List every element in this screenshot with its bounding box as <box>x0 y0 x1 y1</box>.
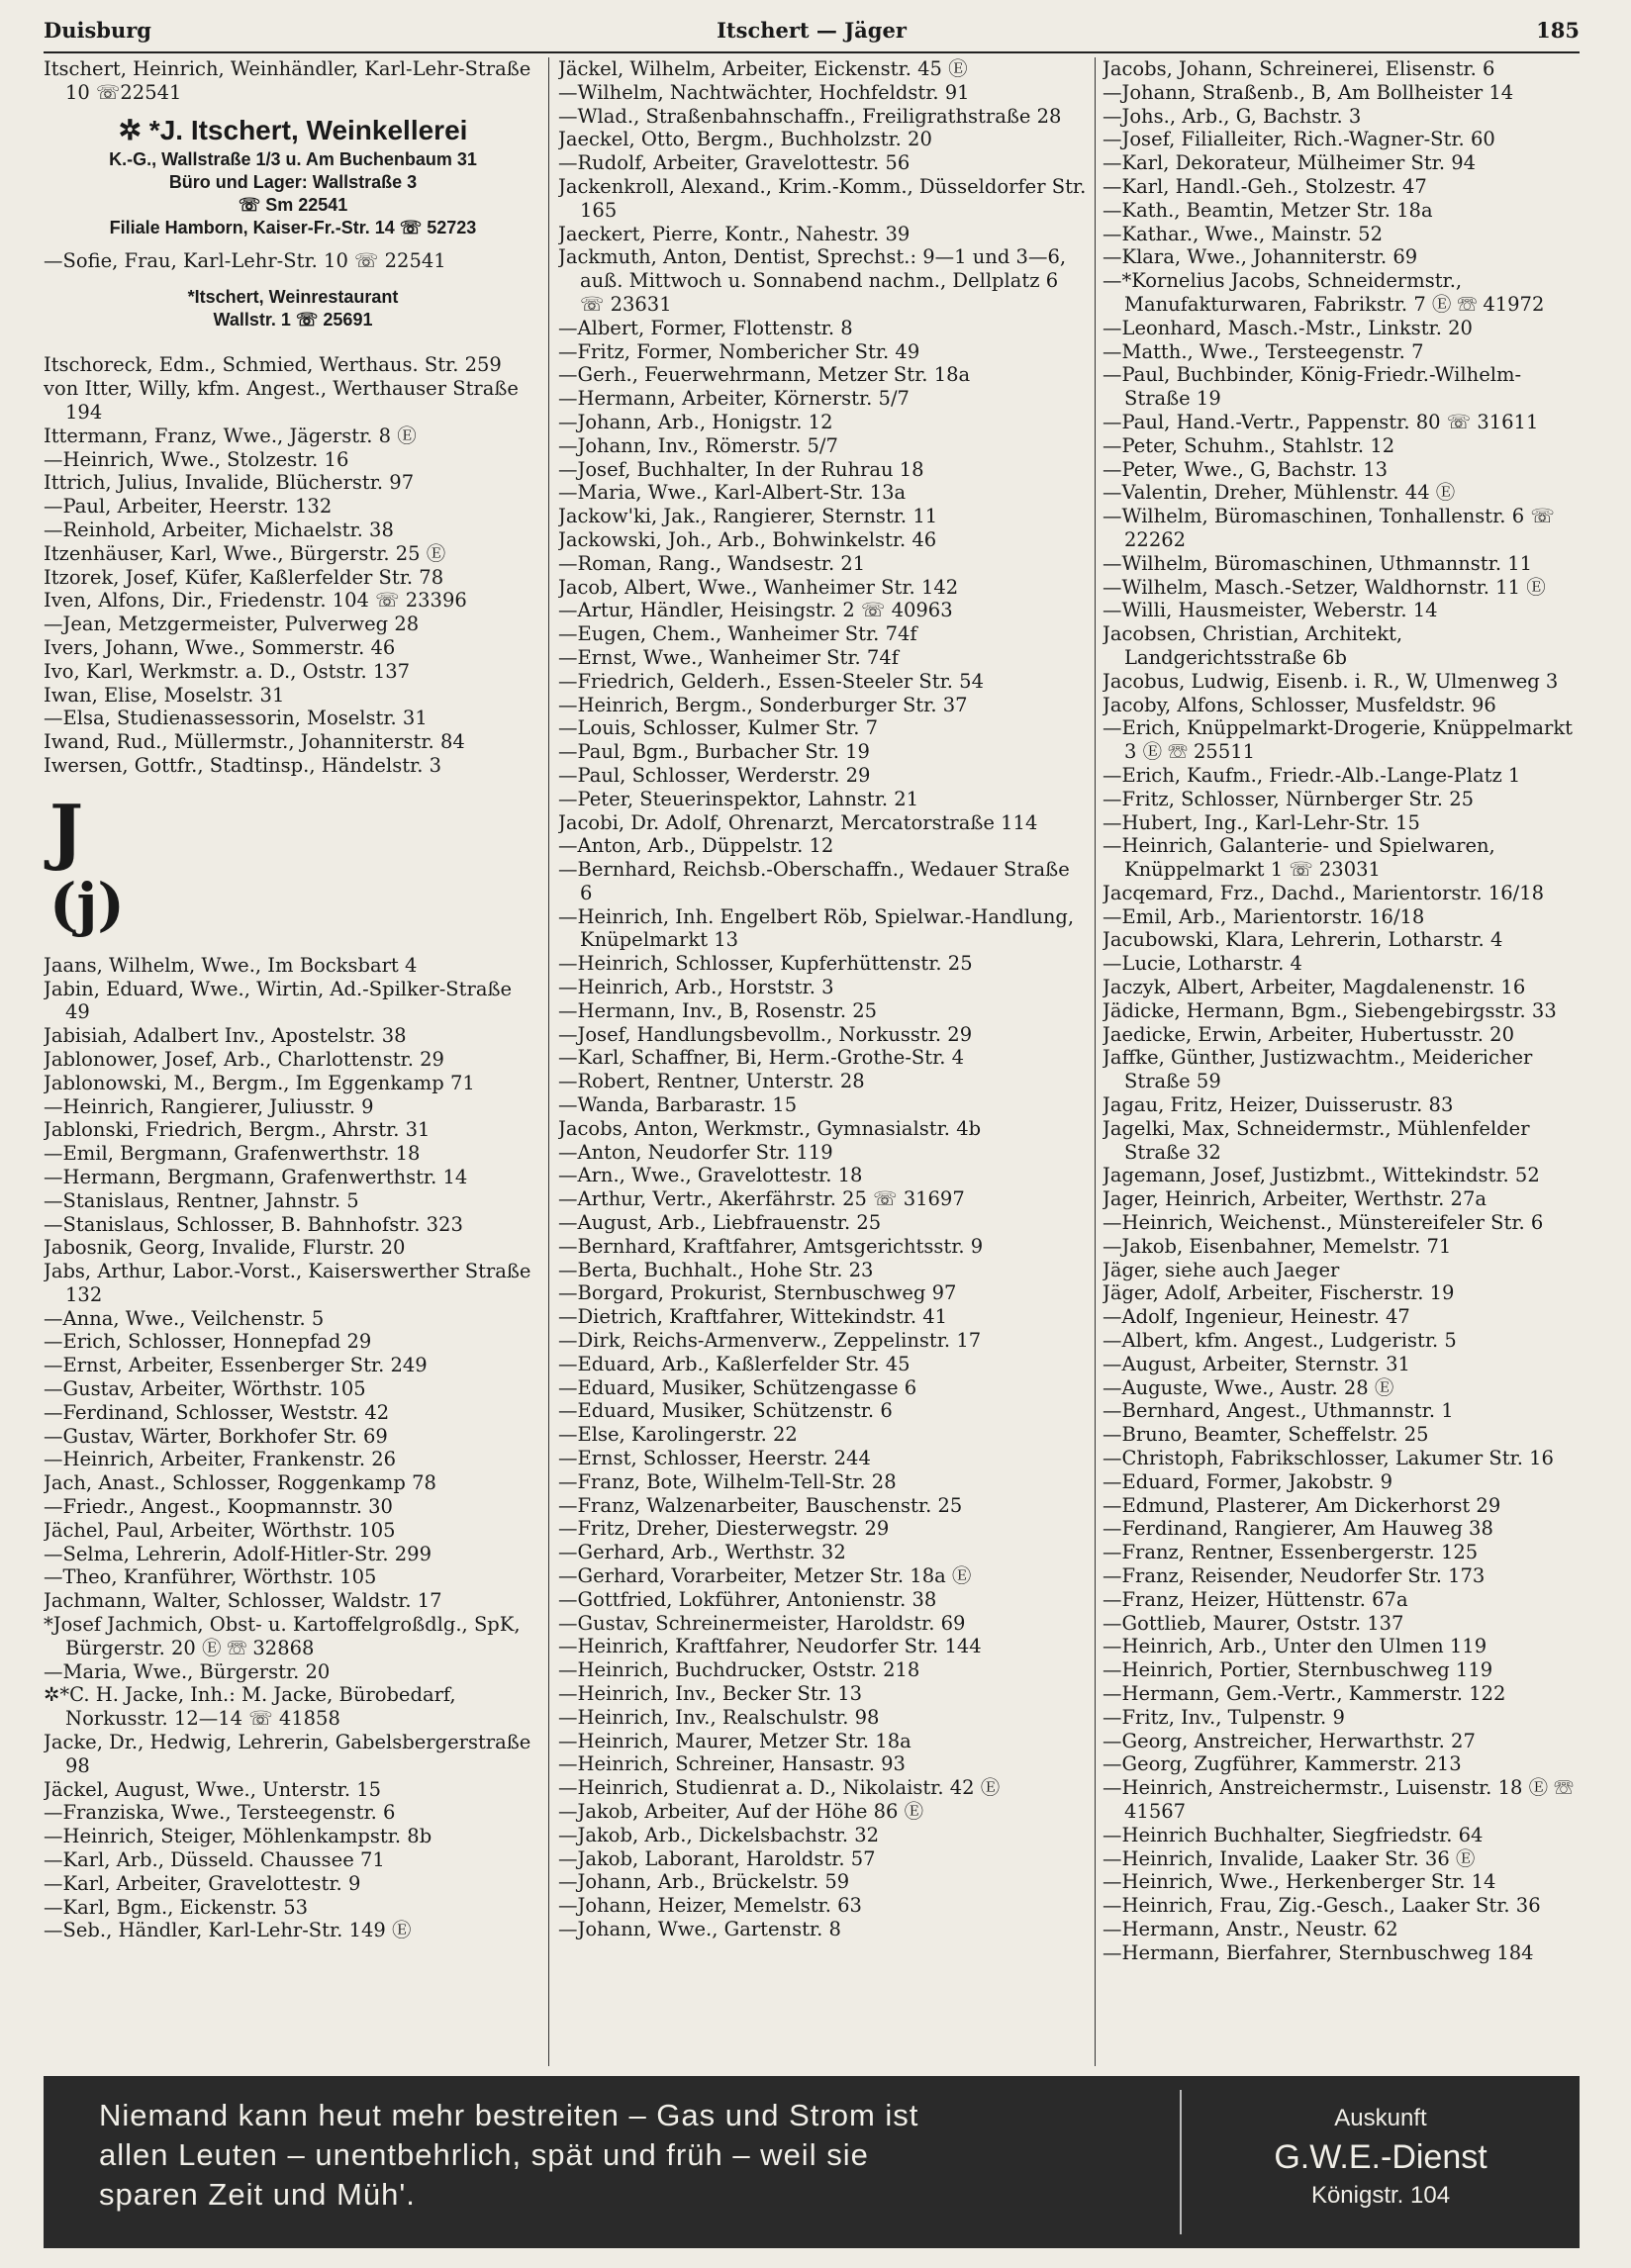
directory-entry: —Bernhard, Angest., Uthmannstr. 1 <box>1103 1399 1454 1423</box>
directory-entry: —Heinrich, Bergm., Sonderburger Str. 37 <box>558 693 968 716</box>
directory-entry: —Jakob, Arb., Dickelsbachstr. 32 <box>558 1823 880 1846</box>
directory-entry: —Erich, Schlosser, Honnepfad 29 <box>44 1330 372 1354</box>
directory-entry: —Heinrich, Galanterie- und Spielwaren, Knüppelmarkt 1 ☏ 23031 <box>1103 834 1495 882</box>
directory-entry: —Johs., Arb., G, Bachstr. 3 <box>1103 104 1362 128</box>
directory-entry: Jacob, Albert, Wwe., Wanheimer Str. 142 <box>558 575 959 599</box>
ad-title: ✲ *J. Itschert, Weinkellerei <box>118 114 468 145</box>
advertisement-banner <box>44 2076 1580 2248</box>
directory-entry: —Paul, Buchbinder, König-Friedr.-Wilhelm-Straße 19 <box>1103 363 1522 411</box>
directory-entry: —Karl, Dekorateur, Mülheimer Str. 94 <box>1103 151 1477 175</box>
header-city: Duisburg <box>44 18 151 43</box>
directory-entry: —Ernst, Schlosser, Heerstr. 244 <box>558 1447 871 1470</box>
directory-entry: —Jakob, Arbeiter, Auf der Höhe 86 Ⓔ <box>558 1799 924 1823</box>
directory-entry: Jacobs, Johann, Schreinerei, Elisenstr. 6 <box>1103 57 1495 80</box>
directory-entry: Jackowski, Joh., Arb., Bohwinkelstr. 46 <box>558 527 937 551</box>
directory-entry: —Bernhard, Reichsb.-Oberschaffn., Wedauer Straße 6 <box>558 858 1070 904</box>
banner-slogan <box>99 2096 1148 2215</box>
directory-entry: —Johann, Wwe., Gartenstr. 8 <box>558 1917 841 1940</box>
directory-entry: —Kath., Beamtin, Metzer Str. 18a <box>1103 198 1433 222</box>
directory-entry: —Bruno, Beamter, Scheffelstr. 25 <box>1103 1423 1429 1447</box>
directory-entry: —Johann, Inv., Römerstr. 5/7 <box>558 433 838 457</box>
directory-entry: —Louis, Schlosser, Kulmer Str. 7 <box>558 716 878 740</box>
directory-entry: —Eduard, Musiker, Schützengasse 6 <box>558 1375 917 1399</box>
directory-entry: —Franziska, Wwe., Tersteegenstr. 6 <box>44 1801 396 1825</box>
directory-entry: —Kathar., Wwe., Mainstr. 52 <box>1103 222 1383 245</box>
directory-entry: —Lucie, Lotharstr. 4 <box>1103 952 1302 976</box>
directory-entry: Jaeckert, Pierre, Kontr., Nahestr. 39 <box>558 222 911 245</box>
directory-entry: Jäckel, Wilhelm, Arbeiter, Eickenstr. 45 Ⓔ <box>558 57 968 80</box>
directory-entry: —Ferdinand, Schlosser, Weststr. 42 <box>44 1400 390 1424</box>
directory-entry: —Heinrich, Arb., Horststr. 3 <box>558 976 834 999</box>
directory-entry: —Ernst, Wwe., Wanheimer Str. 74f <box>558 645 899 669</box>
directory-entry: Jabin, Eduard, Wwe., Wirtin, Ad.-Spilker-Straße 49 <box>44 977 513 1024</box>
directory-entry: —Heinrich, Inv., Becker Str. 13 <box>558 1681 863 1705</box>
directory-entry: —Arn., Wwe., Gravelottestr. 18 <box>558 1164 863 1187</box>
directory-entry: —Hermann, Bierfahrer, Sternbuschweg 184 <box>1103 1940 1534 1964</box>
directory-columns <box>44 57 1580 2066</box>
directory-entry: —Anna, Wwe., Veilchenstr. 5 <box>44 1306 325 1330</box>
directory-entry: —Erich, Kaufm., Friedr.-Alb.-Lange-Platz 1 <box>1103 763 1521 787</box>
directory-entry: —Heinrich, Steiger, Möhlenkampstr. 8b <box>44 1825 432 1848</box>
directory-entry: —Karl, Handl.-Geh., Stolzestr. 47 <box>1103 174 1427 198</box>
directory-entry: —Gottlieb, Maurer, Oststr. 137 <box>1103 1611 1404 1635</box>
directory-entry: Jackow'ki, Jak., Rangierer, Sternstr. 11 <box>558 505 938 528</box>
directory-entry: —Erich, Knüppelmarkt-Drogerie, Knüppelmarkt 3 Ⓔ ☏ 25511 <box>1103 716 1574 764</box>
directory-entry: —Hubert, Ing., Karl-Lehr-Str. 15 <box>1103 810 1420 834</box>
directory-entry: —Eduard, Arb., Kaßlerfelder Str. 45 <box>558 1352 911 1375</box>
directory-entry: —Hermann, Inv., B, Rosenstr. 25 <box>558 998 878 1022</box>
directory-entry: Iwan, Elise, Moselstr. 31 <box>44 683 285 707</box>
directory-entry: —Peter, Schuhm., Stahlstr. 12 <box>1103 433 1395 457</box>
directory-entry: —Georg, Zugführer, Kammerstr. 213 <box>1103 1752 1462 1776</box>
ad-line: *Itschert, Weinrestaurant <box>187 287 399 308</box>
directory-entry: —Johann, Straßenb., B, Am Bollheister 14 <box>1103 80 1514 104</box>
directory-entry: —Dietrich, Kraftfahrer, Wittekindstr. 41 <box>558 1305 948 1329</box>
directory-entry: —Heinrich, Inh. Engelbert Röb, Spielwar.-Handlung, Knüpelmarkt 13 <box>558 904 1075 952</box>
directory-entry: —Anton, Arb., Düppelstr. 12 <box>558 834 834 858</box>
directory-entry: Itschert, Heinrich, Weinhändler, Karl-Lehr-Straße 10 ☏22541 <box>44 57 531 104</box>
directory-entry: Ivers, Johann, Wwe., Sommerstr. 46 <box>44 635 396 659</box>
directory-entry: —Ferdinand, Rangierer, Am Hauweg 38 <box>1103 1517 1493 1541</box>
directory-entry: —Matth., Wwe., Tersteegenstr. 7 <box>1103 339 1424 363</box>
directory-entry: Jacobsen, Christian, Architekt, Landgerichtsstraße 6b <box>1103 622 1403 669</box>
restaurant-advertisement <box>44 286 542 331</box>
directory-entry: Jacobi, Dr. Adolf, Ohrenarzt, Mercatorstraße 114 <box>558 810 1038 834</box>
directory-entry: Jachmann, Walter, Schlosser, Waldstr. 17 <box>44 1589 442 1613</box>
directory-entry: —Heinrich, Schreiner, Hansastr. 93 <box>558 1752 906 1776</box>
directory-entry: —Adolf, Ingenieur, Heinestr. 47 <box>1103 1305 1410 1329</box>
directory-entry: —Fritz, Former, Nombericher Str. 49 <box>558 339 920 363</box>
ad-line: ☏ Sm 22541 <box>238 194 348 215</box>
directory-entry: —Seb., Händler, Karl-Lehr-Str. 149 Ⓔ <box>44 1919 412 1942</box>
directory-entry: Jackmuth, Anton, Dentist, Sprechst.: 9—1 und 3—6, auß. Mittwoch u. Sonnabend nachm., Dellplatz 6 ☏ 23631 <box>558 245 1067 316</box>
directory-entry: —Gustav, Wärter, Borkhofer Str. 69 <box>44 1424 388 1448</box>
directory-entry: —Josef, Buchhalter, In der Ruhrau 18 <box>558 457 924 481</box>
directory-entry: —Franz, Walzenarbeiter, Bauschenstr. 25 <box>558 1493 963 1517</box>
directory-entry: —Georg, Anstreicher, Herwarthstr. 27 <box>1103 1729 1476 1752</box>
directory-entry: —Stanislaus, Schlosser, B. Bahnhofstr. 323 <box>44 1212 463 1236</box>
directory-entry: Jaczyk, Albert, Arbeiter, Magdalenenstr. 16 <box>1103 976 1526 999</box>
directory-entry: —Albert, kfm. Angest., Ludgeristr. 5 <box>1103 1329 1457 1353</box>
directory-entry: —Sofie, Frau, Karl-Lehr-Str. 10 ☏ 22541 <box>44 248 446 272</box>
directory-entry: Itschoreck, Edm., Schmied, Werthaus. Str. 259 <box>44 353 502 377</box>
section-letter-alt: (j) <box>49 870 125 938</box>
directory-entry: —Leonhard, Masch.-Mstr., Linkstr. 20 <box>1103 316 1473 339</box>
directory-entry: —Heinrich, Buchdrucker, Oststr. 218 <box>558 1658 920 1682</box>
directory-entry: —Reinhold, Arbeiter, Michaelstr. 38 <box>44 518 394 541</box>
itschert-advertisement <box>44 113 542 239</box>
info-name: G.W.E.-Dienst <box>1274 2138 1487 2176</box>
directory-entry: —Karl, Bgm., Eickenstr. 53 <box>44 1895 309 1919</box>
directory-entry: —Eduard, Former, Jakobstr. 9 <box>1103 1469 1393 1493</box>
directory-entry: Iven, Alfons, Dir., Friedenstr. 104 ☏ 23396 <box>44 589 467 613</box>
directory-entry: Jagemann, Josef, Justizbmt., Wittekindstr. 52 <box>1103 1164 1540 1187</box>
directory-entry: Jächel, Paul, Arbeiter, Wörthstr. 105 <box>44 1518 396 1542</box>
directory-entry: —Rudolf, Arbeiter, Gravelottestr. 56 <box>558 151 911 175</box>
directory-entry: —Stanislaus, Rentner, Jahnstr. 5 <box>44 1188 359 1212</box>
slogan-line: Niemand kann heut mehr bestreiten – Gas und Strom ist <box>99 2098 919 2132</box>
directory-entry: —Gottfried, Lokführer, Antonienstr. 38 <box>558 1587 937 1611</box>
directory-entry: —Franz, Reisender, Neudorfer Str. 173 <box>1103 1564 1486 1587</box>
directory-entry: —Josef, Filialleiter, Rich.-Wagner-Str. 60 <box>1103 128 1495 151</box>
directory-entry: Iwersen, Gottfr., Stadtinsp., Händelstr. 3 <box>44 753 442 777</box>
directory-entry: Jacoby, Alfons, Schlosser, Musfeldstr. 96 <box>1103 693 1496 716</box>
directory-entry: Jabisiah, Adalbert Inv., Apostelstr. 38 <box>44 1024 407 1048</box>
directory-entry: —Paul, Arbeiter, Heerstr. 132 <box>44 495 333 519</box>
directory-entry: Itzenhäuser, Karl, Wwe., Bürgerstr. 25 Ⓔ <box>44 541 446 565</box>
directory-entry: —Friedrich, Gelderh., Essen-Steeler Str. 54 <box>558 669 984 693</box>
directory-entry: Jacubowski, Klara, Lehrerin, Lotharstr. 4 <box>1103 928 1503 952</box>
directory-entry: —Wlad., Straßenbahnschaffn., Freiligrathstraße 28 <box>558 104 1062 128</box>
directory-entry: —Paul, Schlosser, Werderstr. 29 <box>558 763 871 787</box>
directory-entry: —August, Arbeiter, Sternstr. 31 <box>1103 1352 1410 1375</box>
directory-entry: —Wilhelm, Nachtwächter, Hochfeldstr. 91 <box>558 80 970 104</box>
directory-entry: —Jean, Metzgermeister, Pulverweg 28 <box>44 613 420 636</box>
directory-entry: —Maria, Wwe., Karl-Albert-Str. 13a <box>558 481 907 505</box>
directory-entry: —Heinrich, Inv., Realschulstr. 98 <box>558 1705 880 1729</box>
directory-entry: —Peter, Steuerinspektor, Lahnstr. 21 <box>558 787 919 810</box>
directory-entry: Jaedicke, Erwin, Arbeiter, Hubertusstr. 20 <box>1103 1022 1514 1046</box>
directory-entry: —Paul, Hand.-Vertr., Pappenstr. 80 ☏ 31611 <box>1103 410 1539 433</box>
directory-entry: —Edmund, Plasterer, Am Dickerhorst 29 <box>1103 1493 1501 1517</box>
directory-entry: —Hermann, Bergmann, Grafenwerthstr. 14 <box>44 1165 468 1188</box>
page-header <box>44 18 1580 53</box>
directory-entry: Ittermann, Franz, Wwe., Jägerstr. 8 Ⓔ <box>44 424 417 447</box>
directory-entry: Jaeckel, Otto, Bergm., Buchholzstr. 20 <box>558 128 932 151</box>
directory-entry: —Else, Karolingerstr. 22 <box>558 1423 798 1447</box>
directory-entry: —August, Arb., Liebfrauenstr. 25 <box>558 1211 882 1235</box>
directory-entry: —Klara, Wwe., Johanniterstr. 69 <box>1103 245 1418 269</box>
directory-entry: Jacke, Dr., Hedwig, Lehrerin, Gabelsbergerstraße 98 <box>44 1731 531 1777</box>
directory-entry: —Heinrich, Invalide, Laaker Str. 36 Ⓔ <box>1103 1846 1476 1870</box>
info-address: Königstr. 104 <box>1310 2182 1451 2209</box>
directory-entry: —Heinrich, Schlosser, Kupferhüttenstr. 25 <box>558 952 973 976</box>
directory-entry: —Hermann, Anstr., Neustr. 62 <box>1103 1917 1398 1940</box>
directory-entry: von Itter, Willy, kfm. Angest., Werthauser Straße 194 <box>44 377 519 424</box>
directory-entry: —Franz, Bote, Wilhelm-Tell-Str. 28 <box>558 1469 897 1493</box>
directory-entry: —Karl, Arbeiter, Gravelottestr. 9 <box>44 1871 361 1895</box>
directory-entry: Jäger, Adolf, Arbeiter, Fischerstr. 19 <box>1103 1281 1455 1305</box>
directory-entry: —Ernst, Arbeiter, Essenberger Str. 249 <box>44 1354 428 1377</box>
directory-entry: —Maria, Wwe., Bürgerstr. 20 <box>44 1659 331 1683</box>
info-label: Auskunft <box>1334 2105 1427 2131</box>
directory-entry: —Heinrich, Weichenst., Münstereifeler Str. 6 <box>1103 1211 1544 1235</box>
ad-line: Büro und Lager: Wallstraße 3 <box>168 171 418 192</box>
directory-entry: —Heinrich Buchhalter, Siegfriedstr. 64 <box>1103 1823 1484 1846</box>
directory-entry: —Theo, Kranführer, Wörthstr. 105 <box>44 1565 377 1589</box>
directory-entry: —Heinrich, Kraftfahrer, Neudorfer Str. 144 <box>558 1635 982 1658</box>
directory-entry: —Heinrich, Rangierer, Juliusstr. 9 <box>44 1094 374 1118</box>
directory-entry: Jacobs, Anton, Werkmstr., Gymnasialstr. 4b <box>558 1116 982 1140</box>
directory-entry: —Berta, Buchhalt., Hohe Str. 23 <box>558 1258 874 1281</box>
column-3 <box>1103 57 1580 2066</box>
ad-line: Filiale Hamborn, Kaiser-Fr.-Str. 14 ☏ 52723 <box>109 217 477 237</box>
slogan-line: allen Leuten – unentbehrlich, spät und früh – weil sie <box>99 2137 869 2172</box>
directory-entry: —Christoph, Fabrikschlosser, Lakumer Str. 16 <box>1103 1447 1554 1470</box>
directory-entry: —Fritz, Dreher, Diesterwegstr. 29 <box>558 1517 890 1541</box>
directory-entry: —Gerh., Feuerwehrmann, Metzer Str. 18a <box>558 363 971 387</box>
slogan-line: sparen Zeit und Müh'. <box>99 2177 416 2212</box>
directory-entry: —Hermann, Gem.-Vertr., Kammerstr. 122 <box>1103 1681 1506 1705</box>
directory-entry: —Johann, Arb., Brückelstr. 59 <box>558 1870 850 1894</box>
directory-entry: —Arthur, Vertr., Akerfährstr. 25 ☏ 31697 <box>558 1187 965 1211</box>
directory-entry: —Gustav, Schreinermeister, Haroldstr. 69 <box>558 1611 966 1635</box>
directory-entry: —Friedr., Angest., Koopmannstr. 30 <box>44 1495 393 1519</box>
directory-entry: —Eduard, Musiker, Schützenstr. 6 <box>558 1399 893 1423</box>
section-letter: J <box>49 788 84 873</box>
directory-entry: —Fritz, Schlosser, Nürnberger Str. 25 <box>1103 787 1475 810</box>
directory-entry: Jaffke, Günther, Justizwachtm., Meidericher Straße 59 <box>1103 1046 1533 1093</box>
directory-entry: —Franz, Heizer, Hüttenstr. 67a <box>1103 1587 1408 1611</box>
directory-entry: Jablonowski, M., Bergm., Im Eggenkamp 71 <box>44 1071 475 1094</box>
directory-entry: Jacqemard, Frz., Dachd., Marientorstr. 16/18 <box>1103 881 1545 904</box>
directory-entry: —Wilhelm, Masch.-Setzer, Waldhornstr. 11 Ⓔ <box>1103 575 1546 599</box>
directory-entry: —Gustav, Arbeiter, Wörthstr. 105 <box>44 1377 366 1401</box>
directory-entry: —Auguste, Wwe., Austr. 28 Ⓔ <box>1103 1375 1394 1399</box>
page-number: 185 <box>1536 18 1580 43</box>
directory-entry: Jacobus, Ludwig, Eisenb. i. R., W, Ulmenweg 3 <box>1103 669 1559 693</box>
directory-entry: Jabosnik, Georg, Invalide, Flurstr. 20 <box>44 1236 406 1260</box>
directory-entry: —Gerhard, Arb., Werthstr. 32 <box>558 1541 846 1564</box>
directory-entry: —Robert, Rentner, Unterstr. 28 <box>558 1070 865 1093</box>
directory-entry: —Valentin, Dreher, Mühlenstr. 44 Ⓔ <box>1103 481 1456 505</box>
directory-entry: —Heinrich, Maurer, Metzer Str. 18a <box>558 1729 911 1752</box>
directory-entry: —Heinrich, Arbeiter, Frankenstr. 26 <box>44 1448 397 1471</box>
directory-entry: —Gerhard, Vorarbeiter, Metzer Str. 18a Ⓔ <box>558 1564 972 1587</box>
directory-entry: —Emil, Bergmann, Grafenwerthstr. 18 <box>44 1142 421 1166</box>
directory-entry: —Anton, Neudorfer Str. 119 <box>558 1140 833 1164</box>
directory-entry: *Josef Jachmich, Obst- u. Kartoffelgroßdlg., SpK, Bürgerstr. 20 Ⓔ ☏ 32868 <box>44 1613 521 1659</box>
directory-entry: Jagau, Fritz, Heizer, Duisserustr. 83 <box>1103 1093 1454 1117</box>
directory-entry: Jackenkroll, Alexand., Krim.-Komm., Düsseldorfer Str. 165 <box>558 174 1087 222</box>
directory-entry: —Fritz, Inv., Tulpenstr. 9 <box>1103 1705 1345 1729</box>
column-2 <box>558 57 1087 2066</box>
directory-entry: —Elsa, Studienassessorin, Moselstr. 31 <box>44 707 428 730</box>
directory-entry: —Heinrich, Portier, Sternbuschweg 119 <box>1103 1658 1493 1682</box>
directory-entry: Jäckel, August, Wwe., Unterstr. 15 <box>44 1777 382 1801</box>
directory-entry: —*Kornelius Jacobs, Schneidermstr., Manufakturwaren, Fabrikstr. 7 Ⓔ ☏ 41972 <box>1103 269 1545 316</box>
ad-line: K.-G., Wallstraße 1/3 u. Am Buchenbaum 31 <box>109 148 477 169</box>
directory-entry: Jaans, Wilhelm, Wwe., Im Bocksbart 4 <box>44 953 418 977</box>
directory-entry: —Franz, Rentner, Essenbergerstr. 125 <box>1103 1541 1479 1564</box>
directory-entry: —Peter, Wwe., G, Bachstr. 13 <box>1103 457 1389 481</box>
ad-line: Wallstr. 1 ☏ 25691 <box>213 310 373 331</box>
directory-entry: —Karl, Arb., Düsseld. Chaussee 71 <box>44 1848 385 1872</box>
directory-entry: Jach, Anast., Schlosser, Roggenkamp 78 <box>44 1471 436 1495</box>
directory-entry: ✲*C. H. Jacke, Inh.: M. Jacke, Bürobedarf, Norkusstr. 12—14 ☏ 41858 <box>44 1683 456 1731</box>
header-range: Itschert — Jäger <box>717 18 907 43</box>
directory-entry: Jädicke, Hermann, Bgm., Siebengebirgsstr. 33 <box>1103 998 1557 1022</box>
banner-info <box>1182 2102 1580 2213</box>
directory-entry: —Eugen, Chem., Wanheimer Str. 74f <box>558 622 917 646</box>
directory-entry: —Jakob, Eisenbahner, Memelstr. 71 <box>1103 1234 1452 1258</box>
directory-entry: —Heinrich, Wwe., Herkenberger Str. 14 <box>1103 1870 1496 1894</box>
directory-entry: —Johann, Heizer, Memelstr. 63 <box>558 1894 862 1918</box>
directory-entry: —Heinrich, Studienrat a. D., Nikolaistr. 42 Ⓔ <box>558 1776 1001 1800</box>
directory-entry: —Wanda, Barbarastr. 15 <box>558 1093 798 1117</box>
directory-entry: —Artur, Händler, Heisingstr. 2 ☏ 40963 <box>558 599 953 622</box>
directory-entry: Jäger, siehe auch Jaeger <box>1103 1258 1340 1281</box>
directory-entry: —Albert, Former, Flottenstr. 8 <box>558 316 853 339</box>
directory-entry: Itzorek, Josef, Küfer, Kaßlerfelder Str. 78 <box>44 565 444 589</box>
directory-entry: —Willi, Hausmeister, Weberstr. 14 <box>1103 599 1438 622</box>
directory-entry: Jablonski, Friedrich, Bergm., Ahrstr. 31 <box>44 1118 431 1142</box>
directory-entry: Ittrich, Julius, Invalide, Blücherstr. 97 <box>44 471 415 495</box>
directory-entry: —Roman, Rang., Wandsestr. 21 <box>558 551 866 575</box>
directory-entry: Jager, Heinrich, Arbeiter, Werthstr. 27a <box>1103 1187 1487 1211</box>
directory-entry: Jabs, Arthur, Labor.-Vorst., Kaiserswerther Straße 132 <box>44 1260 531 1306</box>
directory-entry: —Wilhelm, Büromaschinen, Tonhallenstr. 6 ☏ 22262 <box>1103 505 1555 551</box>
directory-entry: —Heinrich, Frau, Zig.-Gesch., Laaker Str. 36 <box>1103 1894 1541 1918</box>
directory-entry: Iwand, Rud., Müllermstr., Johanniterstr. 84 <box>44 730 465 754</box>
directory-entry: Jablonower, Josef, Arb., Charlottenstr. 29 <box>44 1047 444 1071</box>
directory-entry: —Heinrich, Arb., Unter den Ulmen 119 <box>1103 1635 1487 1658</box>
directory-entry: —Borgard, Prokurist, Sternbuschweg 97 <box>558 1281 957 1305</box>
directory-entry: —Heinrich, Wwe., Stolzestr. 16 <box>44 447 349 471</box>
directory-entry: —Emil, Arb., Marientorstr. 16/18 <box>1103 904 1425 928</box>
directory-entry: —Johann, Arb., Honigstr. 12 <box>558 410 833 433</box>
directory-entry: —Bernhard, Kraftfahrer, Amtsgerichtsstr. 9 <box>558 1234 984 1258</box>
directory-entry: —Jakob, Laborant, Haroldstr. 57 <box>558 1846 876 1870</box>
directory-entry: Ivo, Karl, Werkmstr. a. D., Oststr. 137 <box>44 659 411 683</box>
directory-entry: —Dirk, Reichs-Armenverw., Zeppelinstr. 17 <box>558 1329 982 1353</box>
directory-entry: Jagelki, Max, Schneidermstr., Mühlenfelder Straße 32 <box>1103 1116 1530 1164</box>
column-1 <box>44 57 542 2066</box>
directory-entry: —Wilhelm, Büromaschinen, Uthmannstr. 11 <box>1103 551 1533 575</box>
directory-entry: —Hermann, Arbeiter, Körnerstr. 5/7 <box>558 387 910 411</box>
directory-entry: —Heinrich, Anstreichermstr., Luisenstr. 18 Ⓔ ☏ 41567 <box>1103 1776 1574 1823</box>
directory-entry: —Selma, Lehrerin, Adolf-Hitler-Str. 299 <box>44 1542 432 1565</box>
directory-entry: —Paul, Bgm., Burbacher Str. 19 <box>558 740 870 764</box>
directory-entry: —Josef, Handlungsbevollm., Norkusstr. 29 <box>558 1022 973 1046</box>
directory-entry: —Karl, Schaffner, Bi, Herm.-Grothe-Str. 4 <box>558 1046 965 1070</box>
